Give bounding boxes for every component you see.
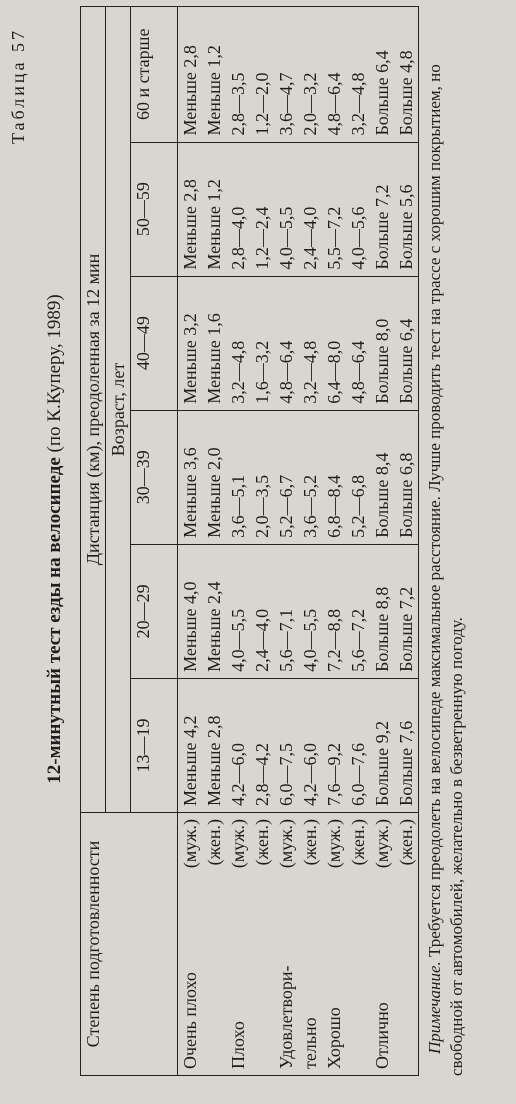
sex-male: (муж.) — [372, 819, 392, 869]
age-column — [178, 678, 419, 812]
value-cell: Больше 7,2 — [396, 586, 416, 672]
value-cell: Меньше 2,8 — [180, 45, 200, 136]
value-cell: Меньше 3,6 — [180, 447, 200, 538]
note-text: Требуется преодолеть на велосипеде максимальное расстояние. Лучше проводить тест на трассе с хорошим покрытием, но свободной от автомобилей, желательно в безветренную погоду. — [425, 64, 466, 1076]
value-cell: 5,6—7,1 — [276, 608, 296, 672]
level-name-cont: тельно — [300, 1017, 320, 1069]
level-row — [298, 819, 322, 1069]
age-column — [178, 7, 419, 143]
value-cell: 5,2—6,7 — [276, 474, 296, 538]
level-row — [322, 819, 346, 1069]
age-column — [178, 142, 419, 276]
title-bold: 12-минутный тест езды на велосипеде — [44, 457, 65, 784]
value-cell: Меньше 1,2 — [204, 179, 224, 270]
age-column — [178, 410, 419, 544]
value-cell: Меньше 4,0 — [180, 581, 200, 672]
value-cell: 2,8—4,0 — [228, 206, 248, 270]
value-cell: Меньше 2,0 — [204, 447, 224, 538]
sex-male: (муж.) — [180, 819, 200, 869]
column-values — [178, 685, 418, 806]
value-cell: 4,8—6,4 — [324, 72, 344, 136]
value-cell: 7,2—8,8 — [324, 608, 344, 672]
value-cell: 4,8—6,4 — [276, 340, 296, 404]
value-cell: Больше 8,8 — [372, 586, 392, 672]
value-cell: 3,2—4,8 — [228, 340, 248, 404]
value-cell: 5,5—7,2 — [324, 206, 344, 270]
level-name: Отлично — [372, 1002, 392, 1069]
level-row — [274, 819, 298, 1069]
value-cell: Больше 8,0 — [372, 318, 392, 404]
age-col-header: 40—49 — [131, 276, 178, 410]
title-rest: (по К.Куперу, 1989) — [44, 294, 65, 458]
age-col-header: 20—29 — [131, 544, 178, 678]
sex-female: (жен.) — [396, 819, 416, 866]
value-cell: Больше 4,8 — [396, 50, 416, 136]
value-cell: 4,2—6,0 — [228, 743, 248, 806]
table-body-row — [178, 7, 419, 1076]
level-name: Удовлетвори- — [276, 965, 296, 1069]
value-cell: 4,0—5,5 — [300, 608, 320, 672]
value-cell: Больше 6,4 — [372, 50, 392, 136]
value-cell: Больше 7,2 — [372, 184, 392, 270]
value-cell: 3,2—4,8 — [300, 340, 320, 404]
level-row — [250, 819, 274, 1069]
level-row — [370, 819, 394, 1069]
value-cell: 2,4—4,0 — [300, 206, 320, 270]
level-name: Плохо — [228, 1021, 248, 1069]
value-cell: 2,0—3,2 — [300, 72, 320, 136]
value-cell: 1,2—2,0 — [252, 72, 272, 136]
value-cell: 5,2—6,8 — [348, 474, 368, 538]
sex-male: (муж.) — [324, 819, 344, 869]
value-cell: Больше 6,8 — [396, 452, 416, 538]
column-values — [178, 551, 418, 672]
sex-male: (муж.) — [276, 819, 296, 869]
column-values — [178, 13, 418, 136]
value-cell: 2,4—4,0 — [252, 608, 272, 672]
sex-male: (муж.) — [228, 819, 248, 869]
level-row — [178, 819, 202, 1069]
age-col-header: 50—59 — [131, 142, 178, 276]
value-cell: 5,6—7,2 — [348, 608, 368, 672]
age-col-header: 30—39 — [131, 410, 178, 544]
value-cell: Больше 5,6 — [396, 184, 416, 270]
level-row — [202, 819, 226, 1069]
age-column — [178, 544, 419, 678]
value-cell: Больше 9,2 — [372, 720, 392, 806]
value-cell: Больше 6,4 — [396, 318, 416, 404]
value-cell: Больше 8,4 — [372, 452, 392, 538]
value-cell: 6,0—7,5 — [276, 743, 296, 806]
age-col-header: 60 и старше — [131, 7, 178, 143]
value-cell: Меньше 2,4 — [204, 581, 224, 672]
value-cell: 3,6—5,1 — [228, 474, 248, 538]
sex-female: (жен.) — [300, 819, 320, 866]
value-cell: 6,4—8,0 — [324, 340, 344, 404]
value-cell: 6,8—8,4 — [324, 474, 344, 538]
level-row — [394, 819, 418, 1069]
table-title — [44, 189, 66, 889]
table-number: Таблица 57 — [8, 28, 28, 144]
header-age: Возраст, лет — [106, 7, 131, 813]
value-cell: 4,0—5,5 — [228, 608, 248, 672]
column-values — [178, 149, 418, 270]
sex-female: (жен.) — [204, 819, 224, 866]
value-cell: 6,0—7,6 — [348, 743, 368, 806]
sex-female: (жен.) — [252, 819, 272, 866]
value-cell: 3,6—4,7 — [276, 72, 296, 136]
note-label: Примечание. — [425, 961, 444, 1054]
level-name: Очень плохо — [180, 972, 200, 1069]
value-cell: Меньше 2,8 — [180, 179, 200, 270]
value-cell: 2,8—4,2 — [252, 743, 272, 806]
value-cell: 2,0—3,5 — [252, 474, 272, 538]
value-cell: 4,2—6,0 — [300, 743, 320, 806]
table-note — [424, 6, 468, 1076]
value-cell: 4,0—5,6 — [348, 206, 368, 270]
value-cell: 1,6—3,2 — [252, 340, 272, 404]
header-degree: Степень подготовленности — [81, 813, 178, 1076]
value-cell: Меньше 2,8 — [204, 715, 224, 806]
value-cell: Меньше 1,6 — [204, 313, 224, 404]
level-row — [226, 819, 250, 1069]
sex-female: (жен.) — [348, 819, 368, 866]
value-cell: Больше 7,6 — [396, 720, 416, 806]
value-cell: 2,8—3,5 — [228, 72, 248, 136]
header-distance: Дистанция (км), преодоленная за 12 мин — [81, 7, 106, 813]
column-values — [178, 417, 418, 538]
level-row — [346, 819, 370, 1069]
age-col-header: 13—19 — [131, 678, 178, 812]
value-cell: Меньше 3,2 — [180, 313, 200, 404]
value-cell: 4,8—6,4 — [348, 340, 368, 404]
value-cell: 4,0—5,5 — [276, 206, 296, 270]
cycling-test-table — [80, 6, 419, 1076]
value-cell: 7,6—9,2 — [324, 743, 344, 806]
age-column — [178, 276, 419, 410]
value-cell: Меньше 4,2 — [180, 715, 200, 806]
value-cell: 1,2—2,4 — [252, 206, 272, 270]
value-cell: 3,2—4,8 — [348, 72, 368, 136]
column-values — [178, 283, 418, 404]
level-name: Хорошо — [324, 1007, 344, 1069]
levels-column — [178, 813, 419, 1076]
value-cell: Меньше 1,2 — [204, 45, 224, 136]
value-cell: 3,6—5,2 — [300, 474, 320, 538]
